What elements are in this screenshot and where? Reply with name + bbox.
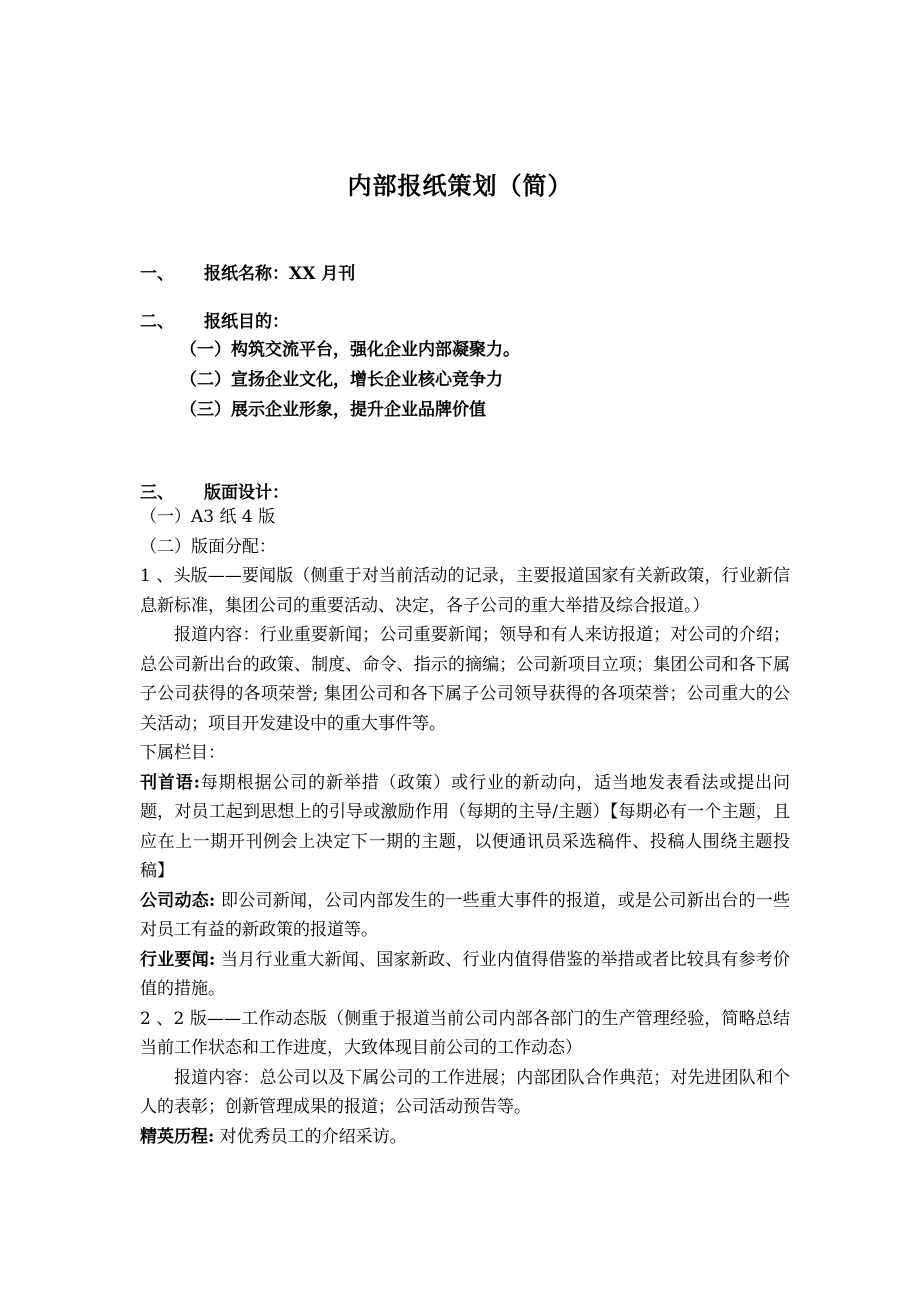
column-text: 对优秀员工的介绍采访。 xyxy=(214,1126,407,1147)
column-text: 即公司新闻，公司内部发生的一些重大事件的报道，或是公司新出台的一些对员工有益的新政策的报道等。 xyxy=(140,890,791,940)
column-text: 当月行业重大新闻、国家新政、行业内值得借鉴的举措或者比较具有参考价值的措施。 xyxy=(140,949,791,999)
section-purpose xyxy=(140,307,289,332)
column-label: 公司动态: xyxy=(140,890,216,911)
column-company-news xyxy=(140,887,790,946)
column-text: 每期根据公司的新举措（政策）或行业的新动向，适当地发表看法或提出问题，对员工起到思想上的引导或激励作用（每期的主导/主题）【每期必有一个主题，且应在上一期开刊例会上决定下一期的主题，以便通讯员采选稿件、投稿人围绕主题投稿】 xyxy=(140,772,790,881)
section-number: 三、 xyxy=(140,483,174,503)
column-label: 行业要闻: xyxy=(140,949,216,970)
paper-spec: （一）A3 纸 4 版 xyxy=(140,507,276,527)
section-layout xyxy=(140,478,289,503)
section-heading: 报纸目的： xyxy=(204,312,289,332)
layout-body xyxy=(140,503,790,1152)
page2-intro: 2 、2 版——工作动态版（侧重于报道当前公司内部各部门的生产管理经验，简略总结当前工作状态和工作进度，大致体现目前公司的工作动态） xyxy=(140,1008,790,1058)
section-number: 二、 xyxy=(140,312,174,332)
distribution-heading: （二）版面分配： xyxy=(140,536,276,557)
page2-content: 报道内容：总公司以及下属公司的工作进展；内部团队合作典范；对先进团队和个人的表彰；创新管理成果的报道；公司活动预告等。 xyxy=(140,1067,790,1117)
purpose-item: （二）宣扬企业文化，增长企业核心竞争力 xyxy=(180,370,503,390)
column-foreword xyxy=(140,769,790,887)
section-name xyxy=(140,259,355,284)
subcolumns-heading: 下属栏目： xyxy=(140,743,225,763)
purpose-item: （一）构筑交流平台，强化企业内部凝聚力。 xyxy=(180,340,520,360)
page1-intro: 1 、头版——要闻版（侧重于对当前活动的记录，主要报道国家有关新政策，行业新信息新标准，集团公司的重要活动、决定，各子公司的重大举措及综合报道。） xyxy=(140,566,790,616)
column-label: 刊首语: xyxy=(140,772,200,793)
column-label: 精英历程: xyxy=(140,1126,215,1147)
section-number: 一、 xyxy=(140,264,174,284)
section-heading: 版面设计： xyxy=(204,483,289,503)
page1-content: 报道内容：行业重要新闻；公司重要新闻；领导和有人来访报道；对公司的介绍；总公司新出台的政策、制度、命令、指示的摘编；公司新项目立项；集团公司和各下属子公司获得的各项荣誉; 集团公司和各下属子公司领导获得的各项荣誉；公司重大的公关活动；项目开发建设中的重大事件等。 xyxy=(140,625,790,734)
section-heading: 报纸名称：XX 月刊 xyxy=(204,264,356,284)
purpose-item: （三）展示企业形象，提升企业品牌价值 xyxy=(180,400,486,420)
column-industry-news xyxy=(140,946,790,1005)
column-elite xyxy=(140,1123,790,1153)
page-title: 内部报纸策划（简） xyxy=(347,171,573,200)
